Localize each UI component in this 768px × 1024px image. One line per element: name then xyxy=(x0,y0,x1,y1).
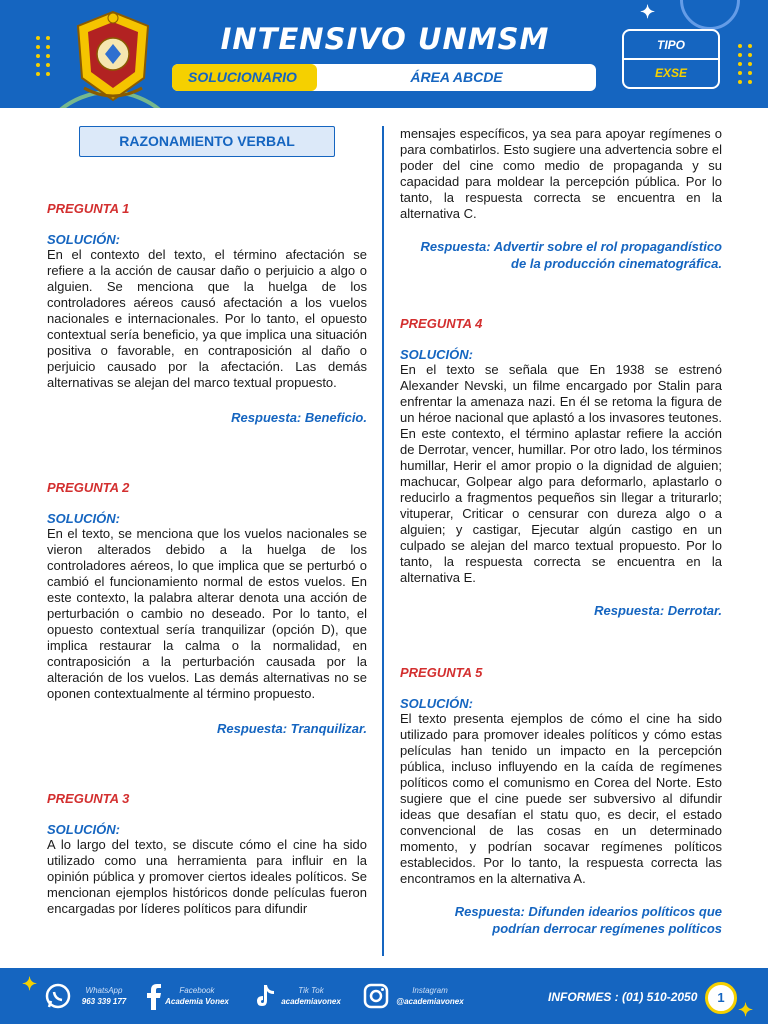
instagram-label: Instagram xyxy=(412,986,448,995)
whatsapp-icon[interactable] xyxy=(44,982,72,1010)
solution-text: El texto presenta ejemplos de cómo el cine ha sido utilizado para promover ideales políticos y cómo estas películas han tenido un impacto en la percepción pública, incluso influyendo en la caída de regímenes políticos como el comunismo en Corea del Norte. Esto sugiere que el cine puede ser subversivo al difundir ideas que desafían el statu quo, es decir, el estado convencional de las cosas en un determinado momento, y podrían socavar regímenes políticos establecidos. Por lo tanto, la respuesta correcta las encontramos en la alternativa A. xyxy=(400,711,722,886)
solution-text-continued: mensajes específicos, ya sea para apoyar regímenes o para combatirlos. Esto sugiere una advertencia sobre el poder del cine como medio de propaganda y su capacidad para moldear la percepción pública. Por lo tanto, la respuesta correcta se encuentra en la alternativa C. xyxy=(400,126,722,221)
tipo-box xyxy=(622,29,720,89)
question-title: PREGUNTA 1 xyxy=(47,201,130,216)
answer-line: de la producción cinematográfica. xyxy=(511,256,722,271)
decor-ring xyxy=(680,0,740,30)
answer-line: Respuesta: Difunden idearios políticos que xyxy=(454,904,722,919)
question-title: PREGUNTA 3 xyxy=(47,791,130,806)
solution-label: SOLUCIÓN: xyxy=(47,511,120,526)
whatsapp-link[interactable] xyxy=(76,986,132,1006)
tiktok-label: Tik Tok xyxy=(298,986,324,995)
solution-text: En el texto se señala que En 1938 se estrenó Alexander Nevski, un filme encargado por Stalin para enfrentar la amenaza nazi. En él se retoma la figura de un héroe nacional que aplastó a los invasores teutones. En este contexto, el término aplastar refiere la acción de Derrotar, vencer, humillar. Por otro lado, los términos humillar, Herir el amor propio o la dignidad de alguien; machucar, Golpear algo para deformarlo, aplastarlo o reducirlo a fragmentos pequeños sin llegar a triturarlo; vituperar, Criticar o censurar con dureza algo o a alguien; y castigar, Ejecutar algún castigo en un culpado se alejan del marco textual propuesto. Por lo tanto, la respuesta correcta se encuentra en la alternativa E. xyxy=(400,362,722,585)
footer xyxy=(0,968,768,1024)
tiktok-link[interactable] xyxy=(276,986,346,1006)
informes-phone: INFORMES : (01) 510-2050 xyxy=(548,990,698,1004)
section-heading: RAZONAMIENTO VERBAL xyxy=(79,126,335,157)
question-title: PREGUNTA 2 xyxy=(47,480,130,495)
decor-star: ✦ xyxy=(738,1000,754,1020)
solution-text: En el contexto del texto, el término afectación se refiere a la acción de causar daño o perjuicio a algo o alguien. Se menciona que la huelga de los controladores aéreos causó afectación a los vuelos nacionales e internacionales. Por lo tanto, el opuesto contextual sería beneficio, ya que implica una situación positiva o favorable, en contraposición al daño o perjuicio causado por la afectación. Las demás alternativas se alejan del marco textual propuesto. xyxy=(47,247,367,390)
question-block xyxy=(47,480,367,737)
subtitle-bar xyxy=(172,64,596,91)
question-block-continued xyxy=(400,126,722,272)
area-label: ÁREA ABCDE xyxy=(410,69,503,85)
solution-text: A lo largo del texto, se discute cómo el cine ha sido utilizado como una herramienta para influir en la opinión pública y promover ciertos ideales políticos. Se mencionan ejemplos históricos donde películas fueron encargadas por líderes políticos para difundir xyxy=(47,837,367,916)
decor-star: ✦ xyxy=(22,974,38,994)
facebook-label: Facebook xyxy=(179,986,215,995)
page-number: 1 xyxy=(705,982,737,1014)
question-title: PREGUNTA 4 xyxy=(400,316,483,331)
whatsapp-number: 963 339 177 xyxy=(81,997,127,1006)
solution-text: En el texto, se menciona que los vuelos nacionales se vieron alterados debido a la huelga de los controladores aéreos, lo que implica que se perturbó o cambió el funcionamiento normal de estos vuelos. En este contexto, la palabra alterar denota una acción de perturbación o cambio no deseado. Por lo tanto, el opuesto contextual sería tranquilizar (opción D), que implica restaurar la calma o la normalidad, en contraposición a la perturbación causada por la alteración de los vuelos. Las demás alternativas no se oponen contextualmente al término propuesto. xyxy=(47,526,367,701)
answer: Respuesta: Tranquilizar. xyxy=(216,721,367,736)
solution-label: SOLUCIÓN: xyxy=(47,232,120,247)
column-divider xyxy=(382,126,384,956)
question-title: PREGUNTA 5 xyxy=(400,665,483,680)
instagram-account: @academiavonex xyxy=(396,997,464,1006)
answer xyxy=(400,903,722,937)
instagram-icon[interactable] xyxy=(362,982,390,1010)
instagram-link[interactable] xyxy=(392,986,468,1006)
answer xyxy=(400,238,722,272)
answer-line: podrían derrocar regímenes políticos xyxy=(492,921,722,936)
header xyxy=(0,0,768,108)
tipo-value: EXSE xyxy=(654,66,687,80)
solution-label: SOLUCIÓN: xyxy=(400,696,473,711)
facebook-account: Academia Vonex xyxy=(165,997,229,1006)
tipo-label: TIPO xyxy=(624,31,718,60)
answer: Respuesta: Derrotar. xyxy=(594,603,722,618)
solution-label: SOLUCIÓN: xyxy=(400,347,473,362)
decor-dots xyxy=(36,36,50,76)
right-column xyxy=(400,126,722,937)
tiktok-account: academiavonex xyxy=(281,997,341,1006)
page-title: INTENSIVO UNMSM xyxy=(220,22,550,56)
question-block xyxy=(400,316,722,619)
answer-line: Respuesta: Advertir sobre el rol propagandístico xyxy=(420,239,722,254)
decor-star: ✦ xyxy=(640,2,656,22)
solution-label: SOLUCIÓN: xyxy=(47,822,120,837)
answer: Respuesta: Beneficio. xyxy=(231,410,367,425)
left-column xyxy=(47,126,367,917)
facebook-link[interactable] xyxy=(164,986,230,1006)
question-block xyxy=(47,791,367,917)
decor-dots xyxy=(738,44,752,84)
question-block xyxy=(400,665,722,937)
university-crest-logo xyxy=(70,8,156,104)
whatsapp-label: WhatsApp xyxy=(85,986,123,995)
question-block xyxy=(47,201,367,426)
solucionario-label: SOLUCIONARIO xyxy=(172,64,317,91)
